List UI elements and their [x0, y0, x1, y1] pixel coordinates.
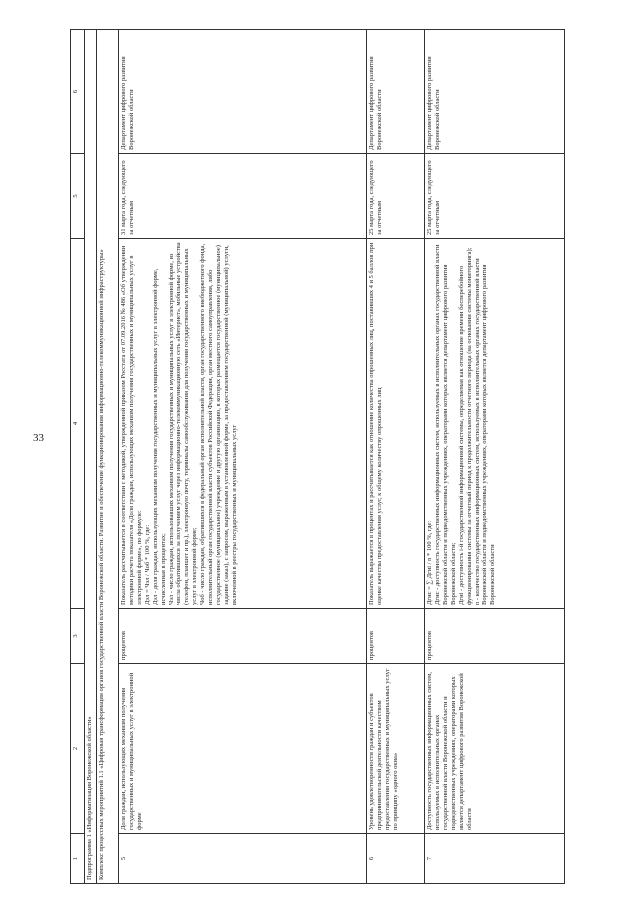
row-number: 5 — [119, 834, 367, 884]
table-row — [367, 30, 425, 884]
method-line: Дэл = Чэл / Чоб * 100 %, где: — [143, 524, 151, 605]
header-cell: 5 — [71, 154, 85, 239]
header-row — [71, 30, 85, 884]
responsible: Департамент цифрового развития Воронежской области — [425, 30, 565, 154]
indicator-name: Уровень удовлетворенности граждан и субъектов предпринимательской деятельности качеством предоставления государственных и муниципальных услуг по принципу «одного окна» — [367, 664, 425, 834]
calculation-method — [367, 239, 425, 609]
method-line: Чоб - число граждан, обратившихся в федеральный орган исполнительной власти, орган государственного внебюджетного фонда, исполнительный орган государственной власти субъектов Российской Федерации, орган местного самоуправления, либо государственное (муниципальное) учреждение и другую организацию, в которых размещается государственное (муниципальное) задание (заказ), с запросом, выраженным в установленной форме, за предоставлением государственной (муниципальной) услуги, включенной в реестры государственных и муниципальных услуг — [199, 243, 238, 605]
rotated-landscape-page — [70, 30, 610, 884]
deadline: 31 марта года, следующего за отчетным — [119, 154, 367, 239]
method-line: Дгиi - доступность i-й государственной информационной системы, определяемая как отношение времени бесперебойного функционирования системы за отчетный период к продолжительности отчетного периода (на основании системы мониторинга); — [457, 247, 473, 605]
row-number: 6 — [367, 834, 425, 884]
unit: процентов — [367, 609, 425, 664]
deadline: 25 марта года, следующего за отчетным — [367, 154, 425, 239]
indicators-table — [70, 29, 565, 884]
responsible: Департамент цифрового развития Воронежской области — [367, 30, 425, 154]
complex-title: Комплекс процессных мероприятий 1.1 «Цифровая трансформация органов государственной власти Воронежской области. Развитие и обеспечение функционирования информационно-телекоммуникационной инфраструктуры» — [97, 30, 119, 884]
table-row — [119, 30, 367, 884]
unit: процентов — [119, 609, 367, 664]
calculation-method — [119, 239, 367, 609]
indicator-name: Доля граждан, использующих механизм получения государственных и муниципальных услуг в электронной форме — [119, 664, 367, 834]
method-line: n - количество государственных информационных систем, используемых в исполнительных органах государственной власти Воронежской области и подведомственных учреждениях, операторами которых является департамент цифрового развития Воронежской области — [473, 258, 497, 605]
method-line: Показатель рассчитывается в соответствии с методикой, утвержденной приказом Росстата от 07.09.2016 № 486 «Об утверждении методики расчета показателя «Доля граждан, использующих механизм получения государственных и муниципальных услуг в электронной форме», по формуле: — [120, 245, 143, 605]
unit: процентов — [425, 609, 565, 664]
header-cell: 1 — [71, 834, 85, 884]
row-number: 7 — [425, 834, 565, 884]
method-line: Дгис - доступность государственных информационных систем, используемых в исполнительных органах государственной власти Воронежской области и подведомственных учреждениях, операторами которых является департамент цифрового развития Воронежской области; — [433, 244, 457, 605]
header-cell: 2 — [71, 664, 85, 834]
deadline: 25 марта года, следующего за отчетным — [425, 154, 565, 239]
method-line: Показатель выражается в процентах и рассчитывается как отношение количества опрошенных лиц, поставивших 4 и 5 баллов при оценке качества предоставления услуг, к общему количеству опрошенных лиц — [368, 242, 383, 605]
method-line: Чэл - число граждан, использовавших механизм получения государственных и муниципальных услуг в электронной форме, из числа обратившихся за получением услуг через информационно-телекоммуникационную сеть «Интернет», мобильные устройства (телефон, планшет и пр.), электронную почту, терминалы самообслуживания для получения государственных и муниципальных услуг в электронной форме; — [167, 242, 199, 605]
page-number: 33 — [33, 432, 44, 444]
header-cell: 3 — [71, 609, 85, 664]
method-line: Дэл - доля граждан, использующих механизм получения государственных и муниципальных услуг в электронной форме, исчисленная в процентах; — [151, 268, 167, 605]
header-cell: 4 — [71, 239, 85, 609]
header-cell: 6 — [71, 30, 85, 154]
subprogram-title: Подпрограмма 1 «Информатизация Воронежской области» — [85, 30, 97, 884]
responsible: Департамент цифрового развития Воронежской области — [119, 30, 367, 154]
method-line: Дгис = ∑ Дгиi / n * 100 %, где: — [426, 520, 433, 605]
indicator-name: Доступность государственных информационных систем, используемых в исполнительных органах государственной власти Воронежской области и подведомственных учреждениях, операторами которых является департамент цифрового развития Воронежской области — [425, 664, 565, 834]
calculation-method — [425, 239, 565, 609]
table-row — [425, 30, 565, 884]
